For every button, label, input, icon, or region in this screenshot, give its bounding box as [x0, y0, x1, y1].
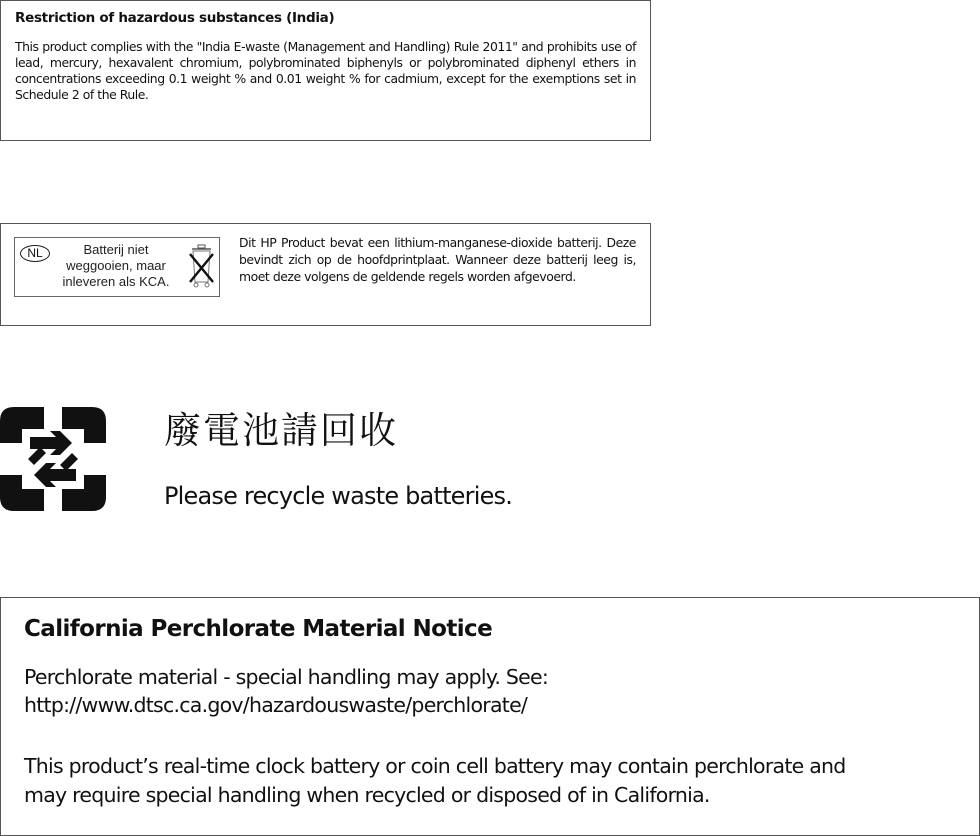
recycle-notice-chinese: 廢電池請回收 — [164, 409, 398, 452]
california-notice-url: http://www.dtsc.ca.gov/hazardouswaste/perchlorate/ — [24, 693, 528, 717]
california-notice-title: California Perchlorate Material Notice — [24, 616, 493, 642]
california-perchlorate-notice — [0, 597, 980, 836]
kca-label — [14, 237, 220, 297]
crossed-out-bin-icon — [185, 242, 217, 292]
recycle-notice-english: Please recycle waste batteries. — [164, 482, 513, 510]
california-notice-line: This product’s real-time clock battery or coin cell battery may contain perchlorate and — [24, 754, 846, 778]
california-notice-line: Perchlorate material - special handling may apply. See: — [24, 665, 548, 689]
india-rohs-body: This product complies with the "India E-waste (Management and Handling) Rule 2011" and prohibits use of lead, mercury, hexavalent chromium, polybrominated biphenyls or polybrominated diphenyl ethers in concentrations exceeding 0.1 weight % and 0.01 weight % for cadmium, except for the exemptions set in Schedule 2 of the Rule. — [15, 39, 636, 102]
india-rohs-notice — [0, 0, 651, 141]
india-rohs-title: Restriction of hazardous substances (India) — [15, 10, 335, 26]
kca-label-line: Batterij niet — [83, 242, 149, 257]
kca-label-text — [48, 242, 184, 290]
netherlands-battery-notice — [0, 223, 651, 326]
country-code-badge: NL — [20, 245, 50, 262]
kca-label-line: inleveren als KCA. — [62, 274, 170, 289]
battery-recycle-icon — [0, 407, 106, 511]
kca-label-line: weggooien, maar — [66, 258, 166, 273]
netherlands-battery-body: Dit HP Product bevat een lithium-manganese-dioxide batterij. Deze bevindt zich op de hoofdprintplaat. Wanneer deze batterij leeg is, moet deze volgens de geldende regels worden afgevoerd. — [239, 235, 636, 284]
california-notice-line: may require special handling when recycled or disposed of in California. — [24, 783, 710, 807]
